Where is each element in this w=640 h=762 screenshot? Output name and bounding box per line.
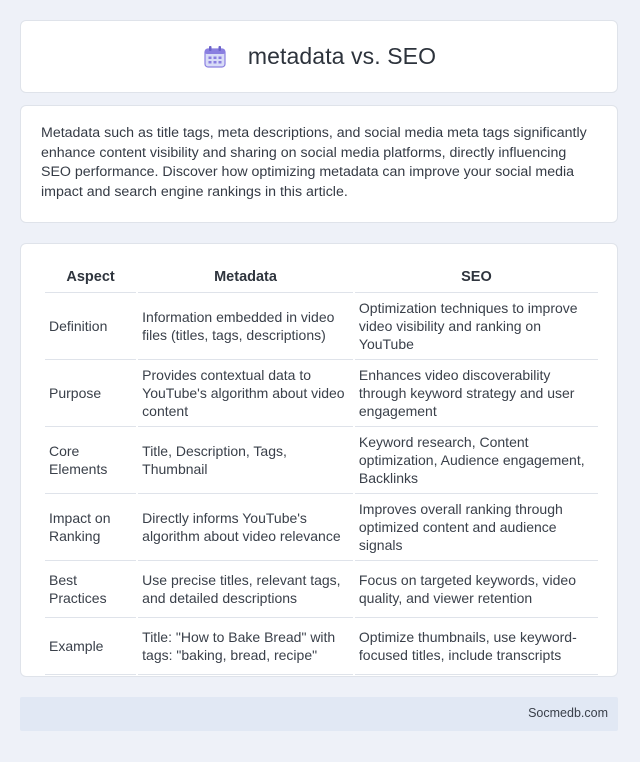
title-card <box>20 20 618 93</box>
column-header-metadata: Metadata <box>138 262 353 293</box>
intro-paragraph: Metadata such as title tags, meta descriptions, and social media meta tags significantly enhance content visibility and sharing on social media platforms, directly influencing SEO performance. Discover how optimizing metadata can improve your social media impact and search engine rankings in this article. <box>41 125 587 200</box>
cell-aspect: Example <box>45 618 136 675</box>
table-row <box>45 494 598 561</box>
cell-seo: Optimization techniques to improve video visibility and ranking on YouTube <box>355 293 598 360</box>
page-title: metadata vs. SEO <box>247 43 437 69</box>
cell-aspect: Definition <box>45 293 136 360</box>
footer-bar <box>20 697 618 731</box>
cell-aspect: Purpose <box>45 360 136 427</box>
cell-seo: Optimize thumbnails, use keyword-focused titles, include transcripts <box>355 618 598 675</box>
cell-seo: Enhances video discoverability through keyword strategy and user engagement <box>355 360 598 427</box>
column-header-aspect: Aspect <box>45 262 136 293</box>
cell-metadata: Provides contextual data to YouTube's algorithm about video content <box>138 360 353 427</box>
table-row <box>45 427 598 494</box>
calendar-icon <box>202 44 228 70</box>
cell-metadata: Directly informs YouTube's algorithm about video relevance <box>138 494 353 561</box>
comparison-table <box>43 262 600 675</box>
intro-card <box>20 105 618 223</box>
cell-metadata: Title, Description, Tags, Thumbnail <box>138 427 353 494</box>
cell-metadata: Information embedded in video files (titles, tags, descriptions) <box>138 293 353 360</box>
cell-seo: Keyword research, Content optimization, Audience engagement, Backlinks <box>355 427 598 494</box>
cell-metadata: Use precise titles, relevant tags, and detailed descriptions <box>138 561 353 618</box>
table-row <box>45 561 598 618</box>
table-row <box>45 360 598 427</box>
cell-seo: Improves overall ranking through optimized content and audience signals <box>355 494 598 561</box>
table-header-row <box>45 262 598 293</box>
cell-aspect: Impact on Ranking <box>45 494 136 561</box>
table-row <box>45 618 598 675</box>
cell-aspect: Core Elements <box>45 427 136 494</box>
cell-seo: Focus on targeted keywords, video quality, and viewer retention <box>355 561 598 618</box>
footer-site-link[interactable]: Socmedb.com <box>528 706 608 720</box>
column-header-seo: SEO <box>355 262 598 293</box>
cell-aspect: Best Practices <box>45 561 136 618</box>
comparison-table-card <box>20 243 618 677</box>
cell-metadata: Title: "How to Bake Bread" with tags: "baking, bread, recipe" <box>138 618 353 675</box>
table-row <box>45 293 598 360</box>
